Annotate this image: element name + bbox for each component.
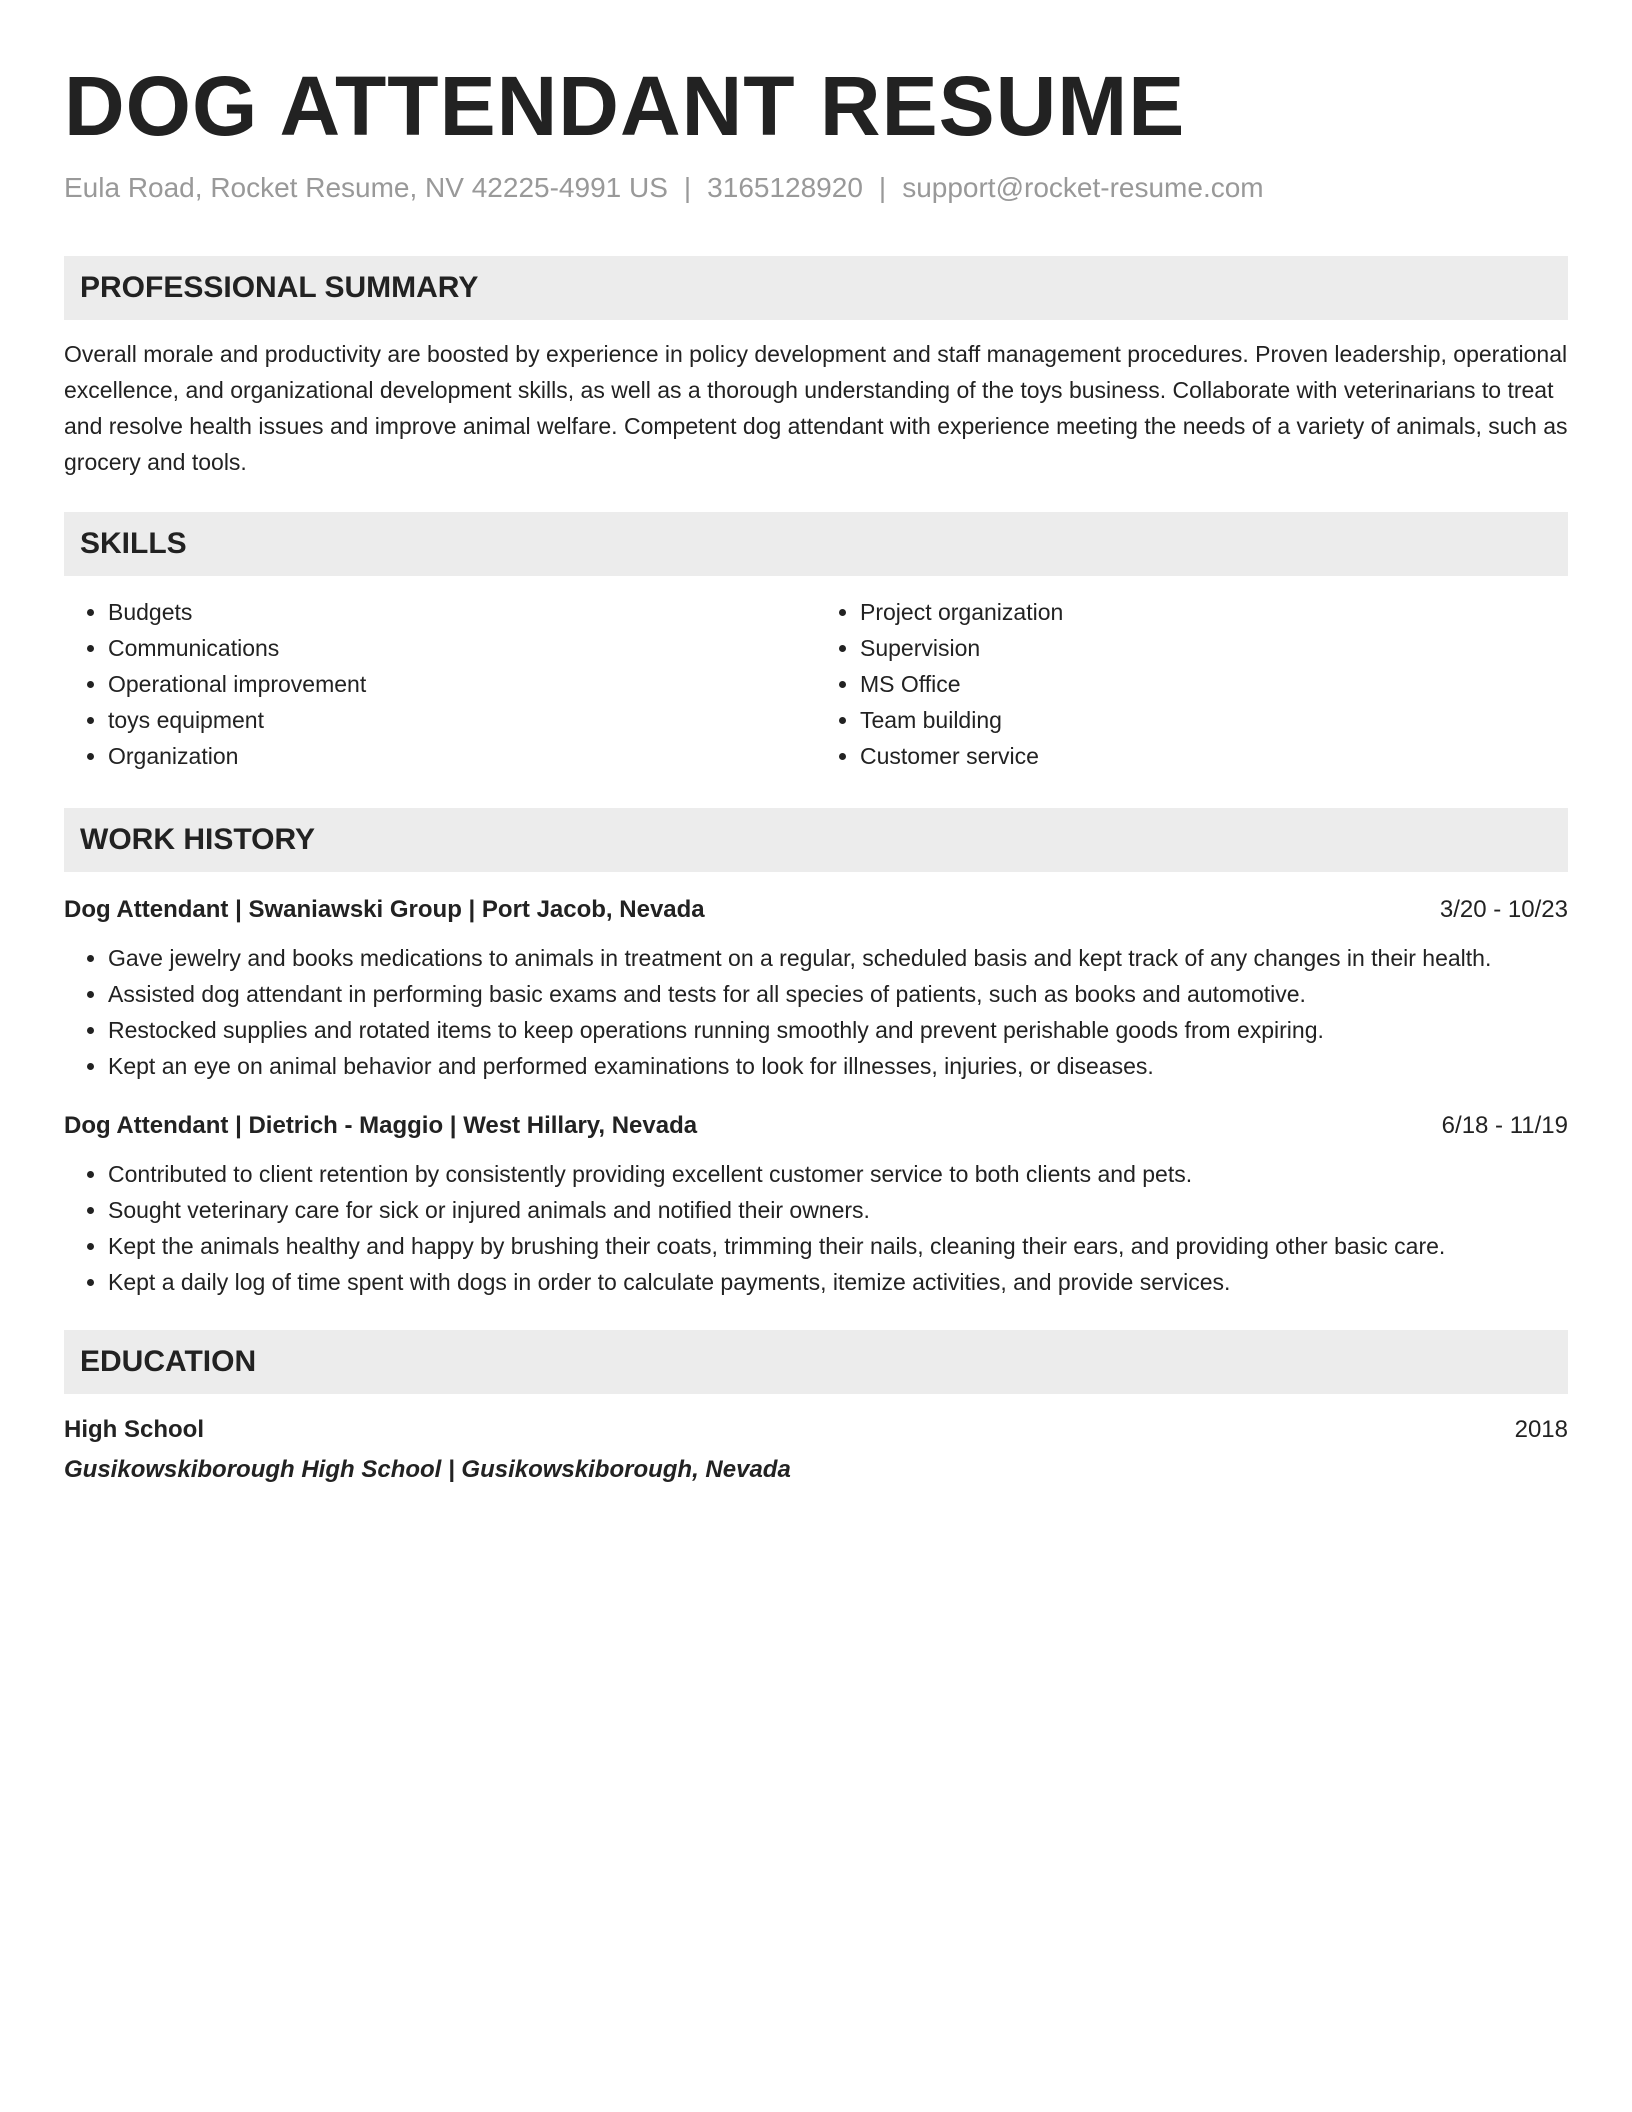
skill-item: • Operational improvement (108, 666, 816, 702)
skill-item: • Customer service (860, 738, 1568, 774)
skill-item: • Project organization (860, 594, 1568, 630)
skill-item: • Organization (108, 738, 816, 774)
skill-item: • toys equipment (108, 702, 816, 738)
job-bullet: • Gave jewelry and books medications to animals in treatment on a regular, scheduled basis and kept track of any changes in their health. (108, 940, 1568, 976)
section-header-work-history: WORK HISTORY (64, 808, 1568, 872)
resume-title: DOG ATTENDANT RESUME (64, 59, 1186, 153)
skills-column-left (64, 594, 816, 774)
contact-address: Eula Road, Rocket Resume, NV 42225-4991 US (64, 172, 668, 203)
contact-separator: | (878, 172, 887, 203)
skill-item: • Supervision (860, 630, 1568, 666)
job-dates: 3/20 - 10/23 (1439, 896, 1568, 923)
education-degree: High School (64, 1416, 204, 1443)
job-bullet: • Kept an eye on animal behavior and performed examinations to look for illnesses, injuries, or diseases. (108, 1048, 1568, 1084)
education-year: 2018 (1514, 1416, 1568, 1443)
section-header-education: EDUCATION (64, 1330, 1568, 1394)
job-heading-row (64, 892, 1568, 928)
skill-item: • Team building (860, 702, 1568, 738)
education-row (64, 1412, 1568, 1448)
contact-phone: 3165128920 (707, 172, 863, 203)
section-header-skills: SKILLS (64, 512, 1568, 576)
job-bullet: • Kept a daily log of time spent with dogs in order to calculate payments, itemize activities, and provide services. (108, 1264, 1568, 1300)
skill-item: • MS Office (860, 666, 1568, 702)
job-bullet: • Assisted dog attendant in performing basic exams and tests for all species of patients, such as books and automotive. (108, 976, 1568, 1012)
job-bullet: • Kept the animals healthy and happy by brushing their coats, trimming their nails, cleaning their ears, and providing other basic care. (108, 1228, 1568, 1264)
contact-separator: | (683, 172, 692, 203)
job-title: Dog Attendant | Dietrich - Maggio | West Hillary, Nevada (64, 1112, 698, 1139)
job-heading-row (64, 1108, 1568, 1144)
education-school: Gusikowskiborough High School | Gusikowskiborough, Nevada (64, 1456, 791, 1483)
summary-text: Overall morale and productivity are boosted by experience in policy development and staff management procedures. Proven leadership, operational excellence, and organizational development skills, as well as a thorough understanding of the toys business. Collaborate with veterinarians to treat and resolve health issues and improve animal welfare. Competent dog attendant with experience meeting the needs of a variety of animals, such as grocery and tools. (64, 341, 1568, 475)
skill-item: • Communications (108, 630, 816, 666)
job-bullets (64, 1156, 1568, 1300)
job-bullet: • Sought veterinary care for sick or injured animals and notified their owners. (108, 1192, 1568, 1228)
contact-line (64, 170, 1568, 206)
skills-column-right (816, 594, 1568, 774)
section-header-summary: PROFESSIONAL SUMMARY (64, 256, 1568, 320)
job-bullet: • Restocked supplies and rotated items to keep operations running smoothly and prevent perishable goods from expiring. (108, 1012, 1568, 1048)
job-bullets (64, 940, 1568, 1084)
skill-item: • Budgets (108, 594, 816, 630)
skills-list (64, 594, 1568, 774)
contact-email: support@rocket-resume.com (902, 172, 1264, 203)
job-dates: 6/18 - 11/19 (1441, 1112, 1568, 1139)
job-title: Dog Attendant | Swaniawski Group | Port Jacob, Nevada (64, 896, 705, 923)
job-bullet: • Contributed to client retention by consistently providing excellent customer service to both clients and pets. (108, 1156, 1568, 1192)
